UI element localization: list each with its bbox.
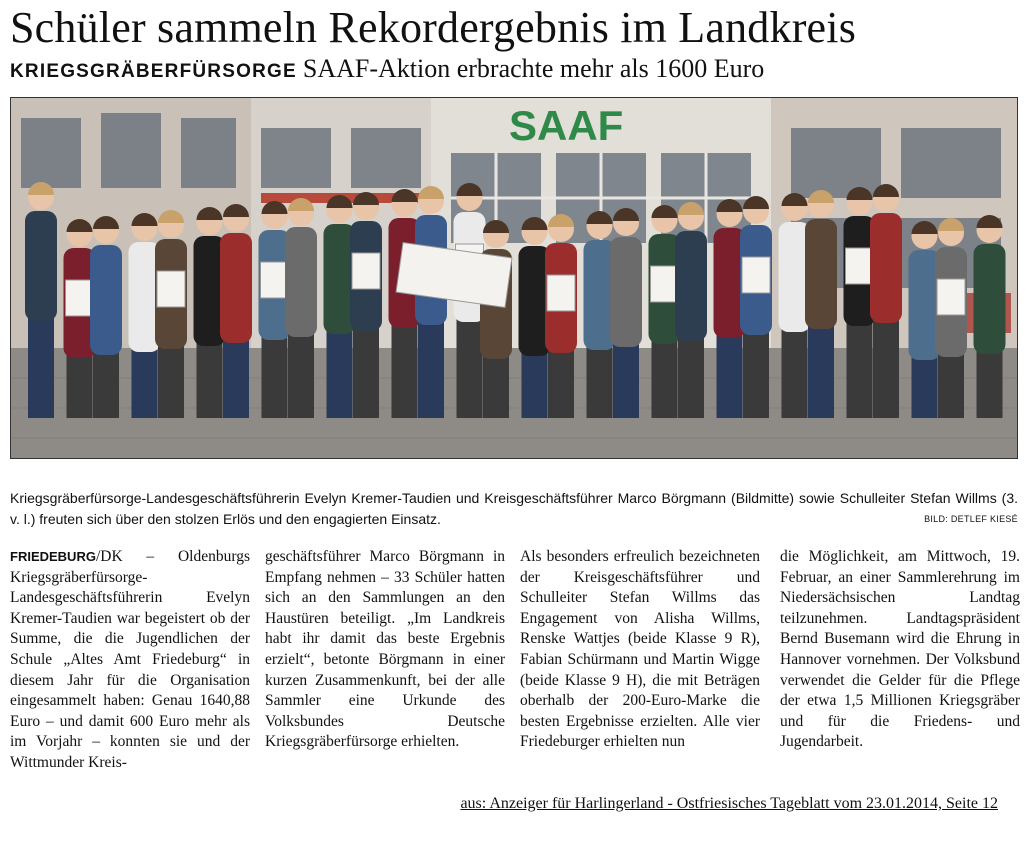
person-legs xyxy=(743,332,769,418)
certificate xyxy=(66,280,94,316)
saaf-sign: SAAF xyxy=(509,102,624,149)
person-legs xyxy=(847,323,873,418)
person-body xyxy=(870,213,902,323)
person-legs xyxy=(418,322,444,418)
person-legs xyxy=(808,326,834,418)
group-photo xyxy=(10,97,1018,459)
person-legs xyxy=(678,338,704,418)
person-legs xyxy=(28,318,54,418)
person-legs xyxy=(912,357,938,418)
person-legs xyxy=(262,337,288,418)
person-legs xyxy=(353,328,379,418)
dateline: FRIEDEBURG xyxy=(10,549,96,564)
person-body xyxy=(285,227,317,337)
person-legs xyxy=(392,325,418,418)
person-legs xyxy=(132,349,158,418)
person-body xyxy=(610,237,642,347)
article-column-1 xyxy=(10,547,250,774)
photo-caption: Kriegsgräberfürsorge-Landesgeschäftsführerin Evelyn Kremer-Taudien und Kreisgeschäftsführer Marco Börgmann (Bildmitte) sowie Schulleiter Stefan Willms (3. v. l.) freuten sich über den stolzen Erlös und den engagierten Einsatz. xyxy=(10,490,1018,527)
person-legs xyxy=(613,344,639,418)
person-body xyxy=(25,211,57,321)
person-legs xyxy=(938,354,964,418)
person-legs xyxy=(587,347,613,418)
person-legs xyxy=(288,334,314,418)
certificate xyxy=(742,257,770,293)
subheadline xyxy=(10,54,1020,88)
group-photo-illustration xyxy=(11,98,1017,458)
person-legs xyxy=(223,340,249,418)
certificate xyxy=(547,275,575,311)
person-legs xyxy=(977,351,1003,418)
photo-credit: BILD: DETLEF KIESÉ xyxy=(924,514,1018,524)
person-legs xyxy=(483,356,509,418)
person-legs xyxy=(67,355,93,418)
person-body xyxy=(220,233,252,343)
subtitle: SAAF-Aktion erbrachte mehr als 1600 Euro xyxy=(302,54,765,83)
certificate xyxy=(846,248,874,284)
headline: Schüler sammeln Rekordergebnis im Landkreis xyxy=(10,3,857,52)
article-column-3: Als besonders erfreulich bezeichneten der Kreisgeschäftsführer und Schulleiter Stefan Willms das Engagement von Alisha Willms, Renske Wattjes (beide Klasse 9 R), Fabian Schürmann und Martin Wigge (beide Klasse 9 H), die mit Beträgen oberhalb der 200-Euro-Marke die besten Ergebnisse erzielten. Alle vier Friedeburger erhielten nun xyxy=(520,548,760,751)
article-column-2: geschäftsführer Marco Börgmann in Empfang nehmen – 33 Schüler hatten sich an den Sammlungen an den Haustüren beteiligt. „Im Landkreis habt ihr damit das beste Ergebnis erzielt“, betonte Börgmann in einer kurzen Zusammenkunft, bei der alle Sammler eine Urkunde des Volksbundes Deutsche Kriegsgräberfürsorge erhielten. xyxy=(265,548,505,751)
person-legs xyxy=(197,343,223,418)
person-legs xyxy=(93,352,119,418)
person-legs xyxy=(548,350,574,418)
certificate xyxy=(937,279,965,315)
column-1-text: – Oldenburgs Kriegsgräberfürsorge-Landesgeschäftsführerin Evelyn Kremer-Taudien war begeistert ob der Summe, die die Jugendlichen der Schule „Altes Amt Friedeburg“ in diesem Jahr für die Organisation eingesammelt haben: Genau 1640,88 Euro – und damit 600 Euro mehr als im Vorjahr – konnten sie und der Wittmunder Kreis- xyxy=(10,548,250,771)
person-body xyxy=(675,231,707,341)
certificate xyxy=(352,253,380,289)
certificate xyxy=(157,271,185,307)
person-legs xyxy=(652,341,678,418)
certificate xyxy=(261,262,289,298)
person-legs xyxy=(522,353,548,418)
person-legs xyxy=(782,329,808,418)
person-legs xyxy=(873,320,899,418)
person-legs xyxy=(457,319,483,418)
person-body xyxy=(974,244,1006,354)
source-line: aus: Anzeiger für Harlingerland - Ostfriesisches Tageblatt vom 23.01.2014, Seite 12 xyxy=(460,795,998,812)
person-legs xyxy=(327,331,353,418)
article-column-4: die Möglichkeit, am Mittwoch, 19. Februar, an einer Sammlerehrung im Niedersächsischen Landtag teilzunehmen. Landtagspräsident Bernd Busemann wird die Ehrung in Hannover vornehmen. Der Volksbund verwendet die Gelder für die Pflege der etwa 1,5 Millionen Kriegsgräber und für die Friedens- und Jugendarbeit. xyxy=(780,548,1020,751)
kicker: KRIEGSGRÄBERFÜRSORGE xyxy=(10,61,297,82)
person-legs xyxy=(158,346,184,418)
person-body xyxy=(90,245,122,355)
person-body xyxy=(805,219,837,329)
certificate xyxy=(651,266,679,302)
agency: /DK xyxy=(95,548,123,565)
person-legs xyxy=(717,335,743,418)
